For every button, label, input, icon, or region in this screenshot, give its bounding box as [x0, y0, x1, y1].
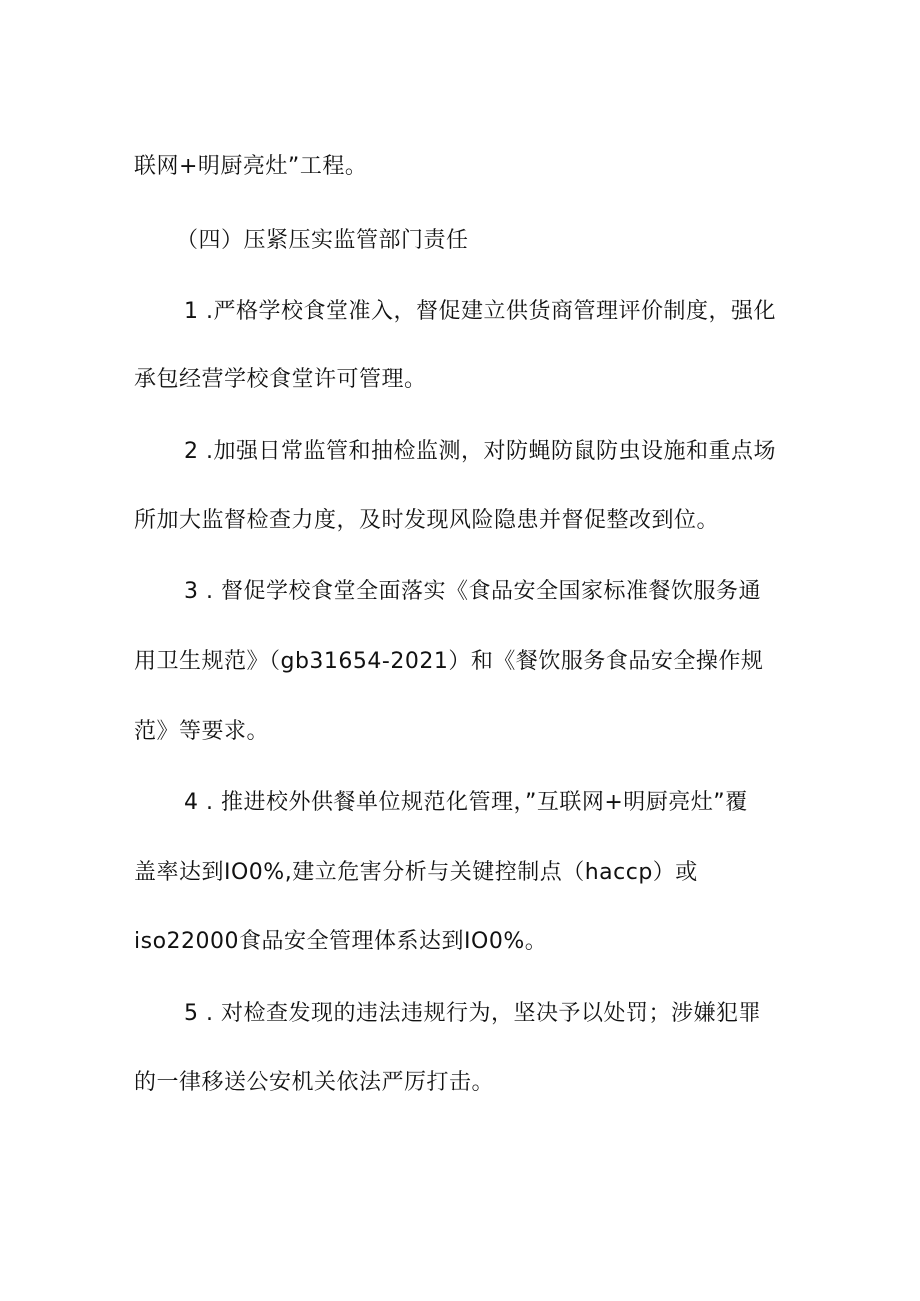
paragraph-line: 的一律移送公安机关依法严厉打击。 [134, 1070, 495, 1095]
paragraph-line: iso22000食品安全管理体系达到IO0%。 [134, 929, 548, 954]
paragraph-line: 承包经营学校食堂许可管理。 [134, 367, 427, 392]
paragraph-line: 用卫生规范》（gb31654-2021）和《餐饮服务食品安全操作规 [134, 649, 764, 674]
paragraph-line: 4 . 推进校外供餐单位规范化管理，”互联网+明厨亮灶”覆 [184, 790, 748, 815]
paragraph-line: 5 . 对检查发现的违法违规行为，坚决予以处罚；涉嫌犯罪 [184, 1001, 761, 1026]
paragraph-line: 2 .加强日常监管和抽检监测，对防蝇防鼠防虫设施和重点场 [184, 439, 776, 464]
paragraph-line: 所加大监督检查力度，及时发现风险隐患并督促整改到位。 [134, 508, 720, 533]
paragraph-line: 3 . 督促学校食堂全面落实《食品安全国家标准餐饮服务通 [184, 579, 761, 604]
paragraph-line: 联网+明厨亮灶”工程。 [134, 154, 368, 179]
paragraph-line: 盖率达到IO0%,建立危害分析与关键控制点（haccp）或 [134, 860, 698, 885]
paragraph-line: 范》等要求。 [134, 719, 270, 744]
section-heading: （四）压紧压实监管部门责任 [176, 228, 469, 253]
paragraph-line: 1 .严格学校食堂准入，督促建立供货商管理评价制度，强化 [184, 299, 776, 324]
